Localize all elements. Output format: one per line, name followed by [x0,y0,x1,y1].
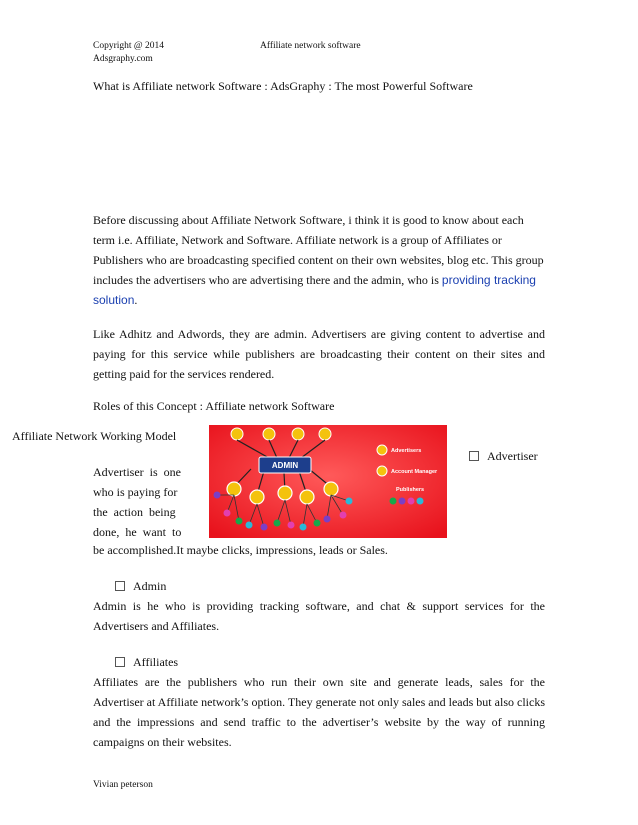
checkbox-icon [115,657,125,667]
header-copyright: Copyright @ 2014 [93,41,165,51]
advertiser-bullet [469,446,538,466]
intro-text: Before discussing about Affiliate Network Software, i think it is good to know about each term i.e. Affiliate, Network and Software. Affiliate network is a group of Affiliates or Publishers who are broadcasting specified content on their own websites, blog etc. This group includes the advertisers who are advertising there and the admin, who is [93,213,544,287]
footer-author: Vivian peterson [93,780,153,790]
header-doc-title: Affiliate network software [260,41,361,51]
advertiser-line-1: Advertiser is one [93,465,181,479]
diagram-image [209,425,447,538]
advertiser-line-2: who is paying for [93,485,178,499]
checkbox-icon [469,451,479,461]
affiliates-paragraph: Affiliates are the publishers who run their own site and generate leads, sales for the Advertiser at Affiliate network’s option. They generate not only sales and leads but also clicks and the impressions and send traffic to the advertiser’s website by the way of running campaigns on their websites. [93,675,545,749]
page-title: What is Affiliate network Software : AdsGraphy : The most Powerful Software [93,79,473,93]
legend-publishers: Publishers [396,487,425,493]
affiliate-network-diagram [209,425,447,538]
tracking-solution-link[interactable]: providing tracking solution [93,273,536,307]
advertiser-label: Advertiser [487,449,538,463]
legend-account-manager: Account Manager [391,469,438,475]
intro-tail: . [134,293,138,307]
admin-bullet [115,576,166,596]
advertiser-line-3: the action being [93,505,176,519]
admin-paragraph: Admin is he who is providing tracking software, and chat & support services for the Advertisers and Affiliates. [93,599,545,633]
checkbox-icon [115,581,125,591]
admin-label: Admin [133,579,167,593]
advertiser-last-line: be accomplished.It maybe clicks, impressions, leads or Sales. [93,543,388,557]
affiliates-label: Affiliates [133,655,179,669]
admin-description-paragraph: Like Adhitz and Adwords, they are admin. Advertisers are giving content to advertise and paying for this service while publishers are broadcasting their content on their sites and getting paid for the services rendered. [93,327,545,381]
affiliates-bullet [115,652,178,672]
roles-heading: Roles of this Concept : Affiliate network Software [93,399,335,413]
header-site: Adsgraphy.com [93,54,153,64]
diagram-caption: Affiliate Network Working Model [12,429,177,443]
legend-advertisers: Advertisers [391,448,422,454]
advertiser-line-4: done, he want to [93,525,182,539]
admin-box-label: ADMIN [271,461,299,470]
intro-paragraph [93,210,545,310]
